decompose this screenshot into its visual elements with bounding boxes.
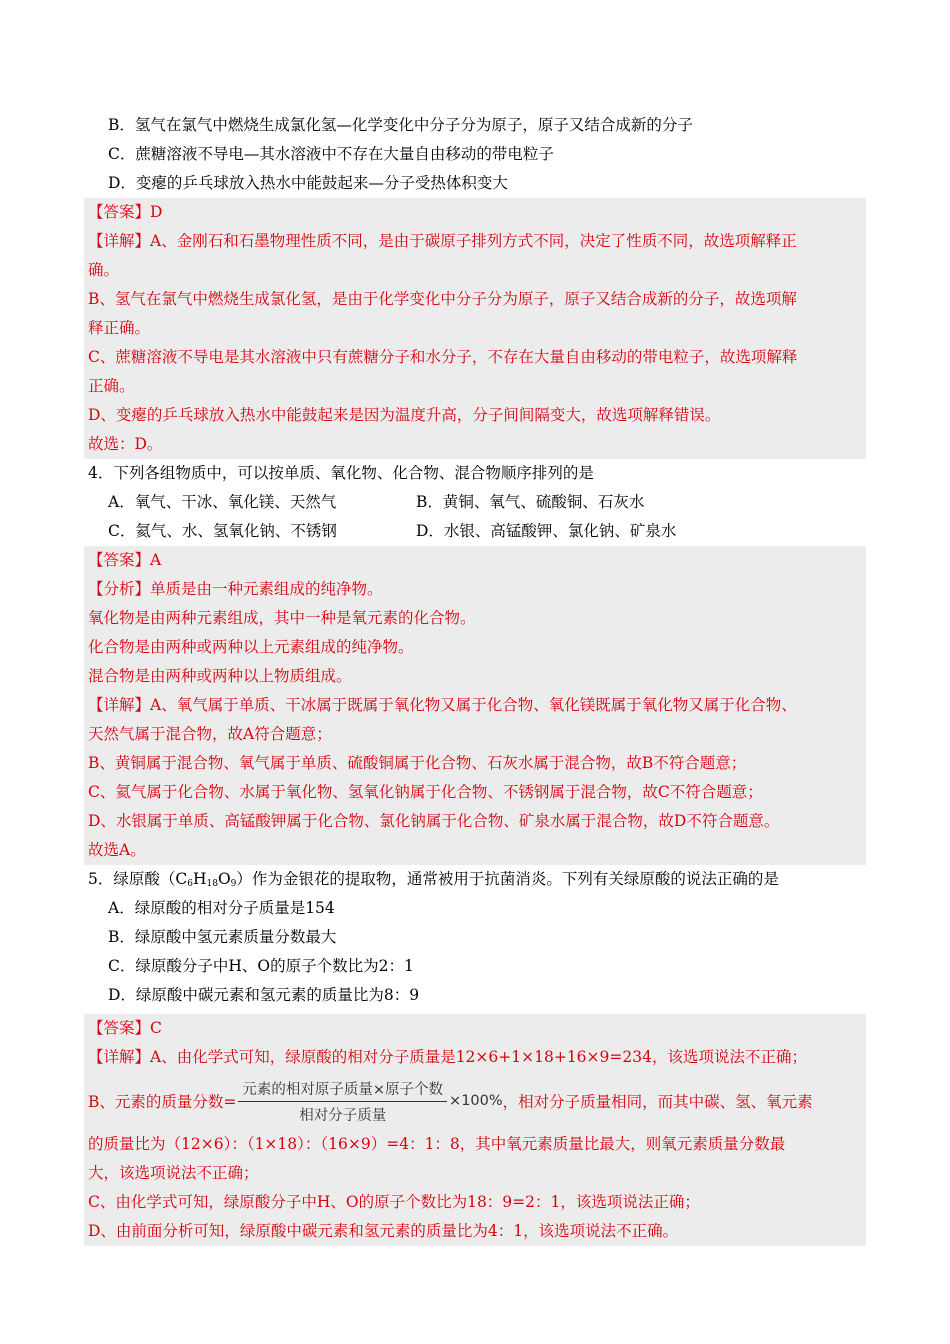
q4-option-c: C．氦气、水、氢氧化钠、不锈钢 <box>108 522 337 540</box>
q3-detail-line: 【详解】A、金刚石和石墨物理性质不同，是由于碳原子排列方式不同，决定了性质不同，故选项解释正 <box>88 232 797 250</box>
q3-detail-line: 确。 <box>88 261 120 279</box>
q3-option-c: C．蔗糖溶液不导电—其水溶液中不存在大量自由移动的带电粒子 <box>108 145 554 163</box>
q4-stem: 4．下列各组物质中，可以按单质、氧化物、化合物、混合物顺序排列的是 <box>88 464 594 482</box>
q5-option-c: C．绿原酸分子中H、O的原子个数比为2：1 <box>108 957 414 975</box>
q5-stem-pre: 5．绿原酸（C <box>88 870 188 888</box>
content <box>88 111 866 1246</box>
q3-answer: 【答案】D <box>88 203 163 221</box>
q4-options-row-2 <box>88 517 866 546</box>
q5-detail-b-pre: B、元素的质量分数= <box>88 1093 237 1111</box>
q5-option-b: B．绿原酸中氢元素质量分数最大 <box>108 928 337 946</box>
q5-detail-line: 【详解】A、由化学式可知，绿原酸的相对分子质量是12×6+1×18+16×9=234，该选项说法不正确； <box>88 1048 807 1066</box>
q5-stem-post: ）作为金银花的提取物，通常被用于抗菌消炎。下列有关绿原酸的说法正确的是 <box>236 870 779 888</box>
q5-formula-sub: 6 <box>187 879 193 889</box>
q4-detail-line: C、氦气属于化合物、水属于氧化物、氢氧化钠属于化合物、不锈钢属于混合物，故C不符合题意； <box>88 783 763 801</box>
q5-detail-line: 的质量比为（12×6）：（1×18）：（16×9）=4：1：8，其中氧元素质量比最大，则氧元素质量分数最 <box>88 1135 786 1153</box>
q4-analysis-line: 化合物是由两种或两种以上元素组成的纯净物。 <box>88 638 414 656</box>
formula-denominator: 相对分子质量 <box>299 1107 387 1124</box>
q3-detail-line: 释正确。 <box>88 319 151 337</box>
q3-detail-line: 正确。 <box>88 377 135 395</box>
q4-option-a: A．氧气、干冰、氧化镁、天然气 <box>108 493 337 511</box>
q5-answer-block <box>84 1014 866 1246</box>
q4-answer: 【答案】A <box>88 551 162 569</box>
q5-option-a: A．绿原酸的相对分子质量是154 <box>108 899 335 917</box>
q3-option-d: D．变瘪的乒乓球放入热水中能鼓起来—分子受热体积变大 <box>108 174 508 192</box>
q3-detail-line: D、变瘪的乒乓球放入热水中能鼓起来是因为温度升高，分子间间隔变大，故选项解释错误。 <box>88 406 721 424</box>
formula-times-percent: ×100% <box>449 1093 503 1109</box>
q4-analysis-line: 氧化物是由两种元素组成，其中一种是氧元素的化合物。 <box>88 609 476 627</box>
q4-detail-line: B、黄铜属于混合物、氧气属于单质、硫酸铜属于化合物、石灰水属于混合物，故B不符合题意； <box>88 754 747 772</box>
q3-detail-line: B、氢气在氯气中燃烧生成氯化氢，是由于化学变化中分子分为原子，原子又结合成新的分子，故选项解 <box>88 290 797 308</box>
q4-analysis-line: 【分析】单质是由一种元素组成的纯净物。 <box>88 580 383 598</box>
mass-fraction-formula <box>238 1078 447 1125</box>
formula-numerator: 元素的相对原子质量×原子个数 <box>238 1078 447 1102</box>
q3-answer-block <box>84 198 866 459</box>
q4-option-d: D．水银、高锰酸钾、氯化钠、矿泉水 <box>416 522 677 540</box>
q5-formula-o: O <box>217 870 231 888</box>
q4-option-b: B．黄铜、氧气、硫酸铜、石灰水 <box>416 493 645 511</box>
q4-options-row-1 <box>88 488 866 517</box>
q5-formula-sub: 9 <box>230 879 237 889</box>
q5-formula-sub: 18 <box>206 879 218 889</box>
q5-formula-line <box>88 1072 866 1130</box>
q5-formula-h: H <box>192 870 207 888</box>
q5-detail-line: C、由化学式可知，绿原酸分子中H、O的原子个数比为18：9=2：1，该选项说法正确； <box>88 1193 700 1211</box>
q3-detail-line: 故选：D。 <box>88 435 163 453</box>
q4-detail-line: 天然气属于混合物，故A符合题意； <box>88 725 332 743</box>
q5-option-d: D．绿原酸中碳元素和氢元素的质量比为8：9 <box>108 986 420 1004</box>
q5-detail-line: 大，该选项说法不正确； <box>88 1164 259 1182</box>
q4-detail-line: D、水银属于单质、高锰酸钾属于化合物、氯化钠属于化合物、矿泉水属于混合物，故D不符合题意。 <box>88 812 780 830</box>
q5-answer: 【答案】C <box>88 1019 162 1037</box>
q4-detail-line: 故选A。 <box>88 841 146 859</box>
q5-detail-b-post: ，相对分子质量相同，而其中碳、氢、氧元素 <box>502 1093 813 1111</box>
q4-analysis-line: 混合物是由两种或两种以上物质组成。 <box>88 667 352 685</box>
q3-option-b: B．氢气在氯气中燃烧生成氯化氢—化学变化中分子分为原子，原子又结合成新的分子 <box>108 116 693 134</box>
q4-detail-line: 【详解】A、氧气属于单质、干冰属于既属于氧化物又属于化合物、氧化镁既属于氧化物又属于化合物、 <box>88 696 797 714</box>
q5-detail-line: D、由前面分析可知，绿原酸中碳元素和氢元素的质量比为4：1，该选项说法不正确。 <box>88 1222 679 1240</box>
q3-detail-line: C、蔗糖溶液不导电是其水溶液中只有蔗糖分子和水分子，不存在大量自由移动的带电粒子，故选项解释 <box>88 348 798 366</box>
q5-stem <box>88 865 866 894</box>
q4-answer-block <box>84 546 866 865</box>
